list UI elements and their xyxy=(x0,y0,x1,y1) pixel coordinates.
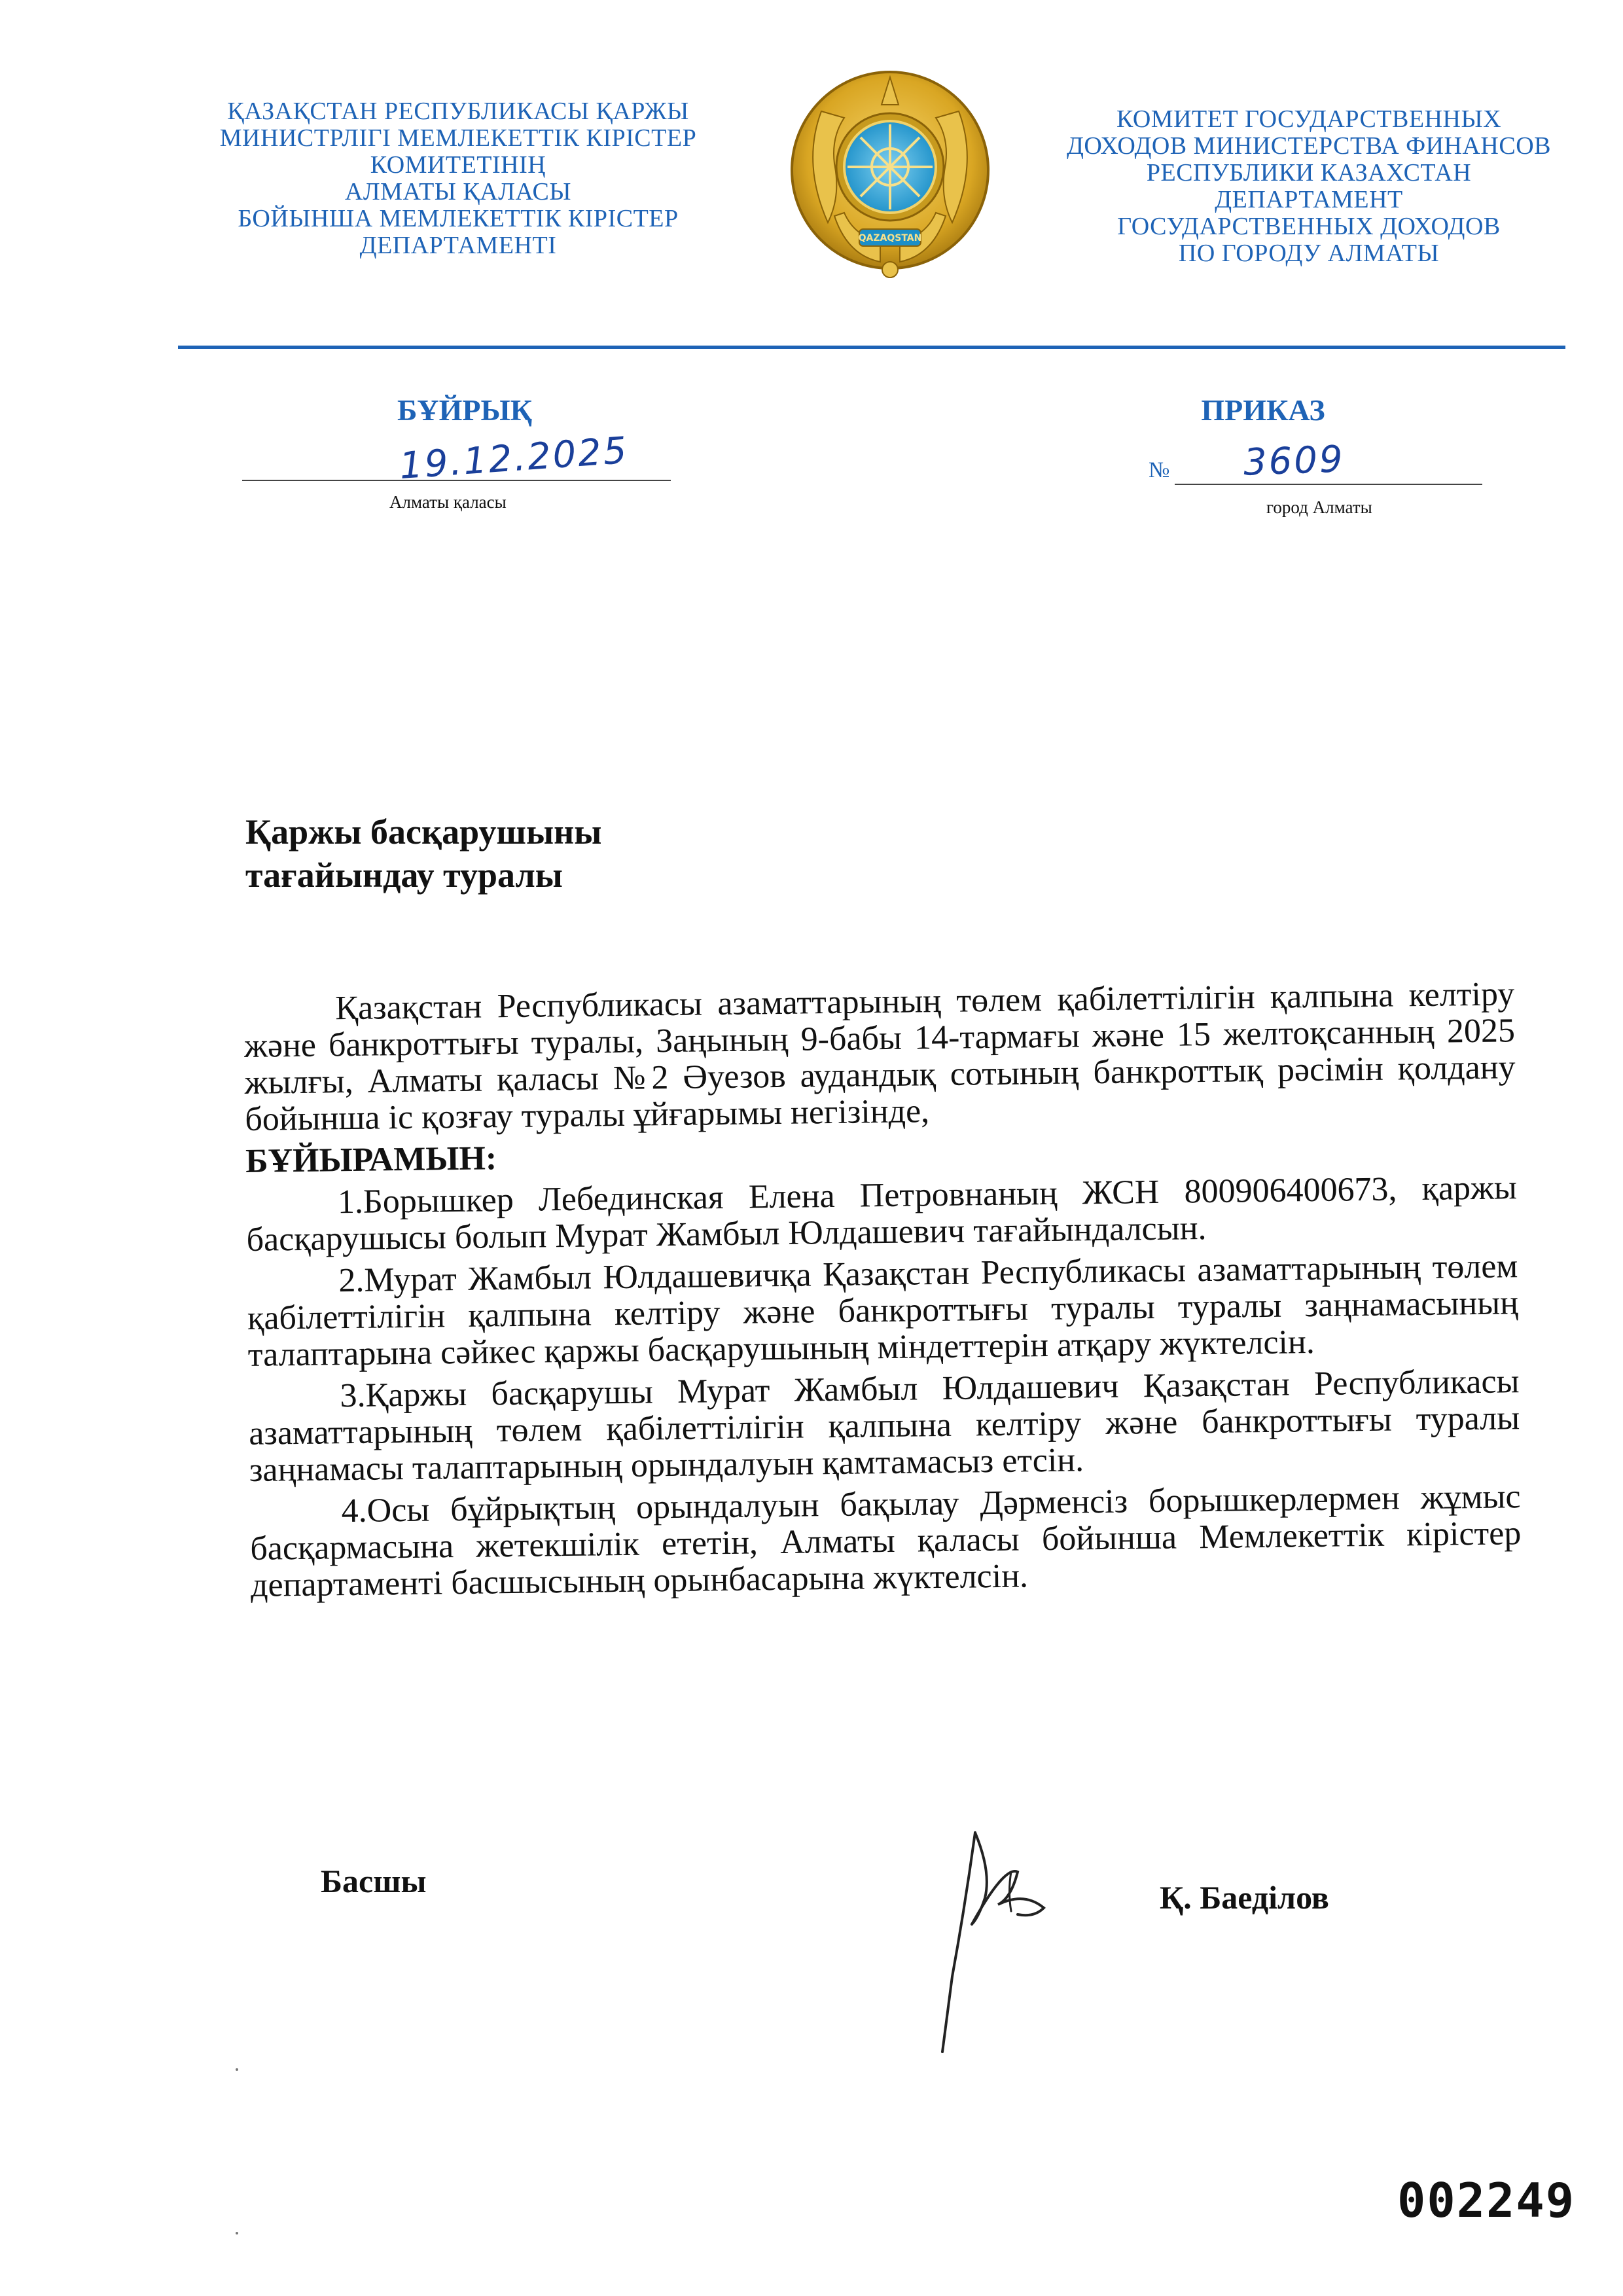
order-number-handwritten: 3609 xyxy=(1242,438,1346,484)
order-item: 1.Борышкер Лебединская Елена Петровнаның ЖСН 800906400673, қаржы басқарушысы болып Мурат Жамбыл Юлдашевич тағайындалсын. xyxy=(246,1169,1518,1259)
order-kind-kazakh: БҰЙРЫҚ xyxy=(397,393,533,427)
document-body xyxy=(243,976,1522,1609)
serial-number: 002249 xyxy=(1397,2173,1576,2228)
order-item: 4.Осы бұйрықтың орындалуын бақылау Дәрменсіз борышкерлермен жұмыс басқармасына жетекшілік ететін, Алматы қаласы бойынша Мемлекеттік кірістер департаменті басшысының орынбасарына жүктелсін. xyxy=(250,1478,1522,1604)
header-kazakh xyxy=(164,98,753,259)
handwritten-signature xyxy=(913,1826,1063,2062)
order-kind-russian: ПРИКАЗ xyxy=(1201,393,1325,427)
header-russian-line: ДЕПАРТАМЕНТ xyxy=(1215,186,1403,213)
header-russian xyxy=(1034,106,1584,267)
emblem-caption: QAZAQSTAN xyxy=(858,233,922,243)
city-russian: город Алматы xyxy=(1266,497,1372,517)
signatory-name: Қ. Баеділов xyxy=(1160,1879,1329,1916)
header-kazakh-line: БОЙЫНША МЕМЛЕКЕТТІК КІРІСТЕР xyxy=(238,205,679,232)
state-emblem-icon xyxy=(782,65,998,288)
order-item: 3.Қаржы басқарушы Мурат Жамбыл Юлдашевич Қазақстан Республикасы азаматтарының төлем қабілеттілігін қалпына келтіру және банкроттығы туралы заңнамасы талаптарының орындалуын қамтамасыз етсін. xyxy=(248,1363,1520,1489)
scan-speck xyxy=(236,2232,238,2234)
city-kazakh: Алматы қаласы xyxy=(389,492,507,512)
date-underline xyxy=(242,480,671,481)
preamble-paragraph: Қазақстан Республикасы азаматтарының төлем қабілеттілігін қалпына келтіру және банкроттығы туралы, Заңының 9-бабы 14-тармағы және 15 желтоқсанның 2025 жылғы, Алматы қаласы №2 Әуезов аудандық сотының банкроттық рәсімін қолдану бойынша іс қозғау туралы ұйғарымы негізінде, xyxy=(243,975,1516,1138)
signatory-role: Басшы xyxy=(321,1863,427,1899)
header-russian-line: ДОХОДОВ МИНИСТЕРСТВА ФИНАНСОВ xyxy=(1066,132,1552,160)
header-kazakh-line: КОМИТЕТІНІҢ xyxy=(370,151,546,179)
header-russian-line: РЕСПУБЛИКИ КАЗАХСТАН xyxy=(1146,159,1472,187)
header-kazakh-line: ҚАЗАҚСТАН РЕСПУБЛИКАСЫ ҚАРЖЫ xyxy=(227,98,689,125)
header-kazakh-line: МИНИСТРЛІГІ МЕМЛЕКЕТТІК КІРІСТЕР xyxy=(219,124,697,152)
order-item: 2.Мурат Жамбыл Юлдашевичқа Қазақстан Республикасы азаматтарының төлем қабілеттілігін қалпына келтіру және банкроттығы туралы туралы заңнамасының талаптарына сәйкес қаржы басқарушының міндеттерін атқару жүктелсін. xyxy=(247,1247,1519,1374)
number-sign: № xyxy=(1149,458,1170,482)
decree-word: БҰЙЫРАМЫН: xyxy=(245,1139,497,1180)
document-title xyxy=(245,810,601,897)
header-russian-line: КОМИТЕТ ГОСУДАРСТВЕННЫХ xyxy=(1116,105,1502,133)
header-kazakh-line: ДЕПАРТАМЕНТІ xyxy=(359,232,557,259)
scan-speck xyxy=(236,2068,238,2071)
title-line: Қаржы басқарушыны xyxy=(245,812,602,852)
title-line: тағайындау туралы xyxy=(245,855,563,895)
header-russian-line: ГОСУДАРСТВЕННЫХ ДОХОДОВ xyxy=(1117,213,1501,240)
order-date-handwritten: 19.12.2025 xyxy=(398,429,630,488)
header-kazakh-line: АЛМАТЫ ҚАЛАСЫ xyxy=(344,178,572,206)
header-divider xyxy=(178,346,1565,349)
header-russian-line: ПО ГОРОДУ АЛМАТЫ xyxy=(1178,240,1440,267)
number-underline xyxy=(1175,484,1482,485)
